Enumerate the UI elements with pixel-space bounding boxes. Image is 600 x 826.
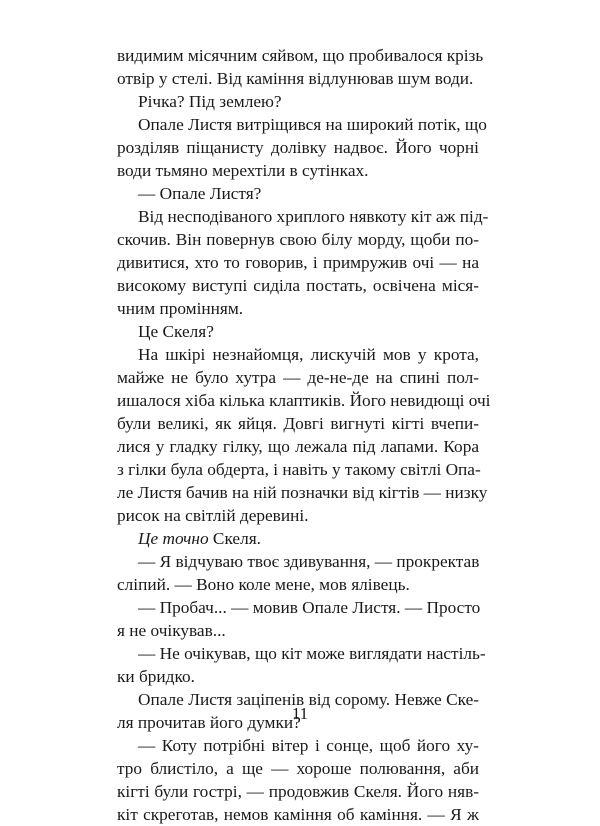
text-line-content: видимим місячним сяйвом, що пробивалося крізь bbox=[117, 46, 484, 65]
text-line-content: майже не було хутра — де-не-де на спині пол- bbox=[117, 368, 479, 387]
text-line bbox=[117, 527, 479, 550]
text-line bbox=[117, 274, 479, 297]
text-line bbox=[117, 803, 479, 826]
text-line-content: Від несподіваного хриплого нявкоту кіт аж під- bbox=[138, 207, 489, 226]
text-line-content: високому виступі сиділа постать, освічена міся- bbox=[117, 276, 479, 295]
text-line bbox=[117, 665, 479, 688]
text-line bbox=[117, 90, 479, 113]
text-line bbox=[117, 481, 488, 504]
text-line bbox=[117, 780, 479, 803]
text-line-content: з гілки була обдерта, і навіть у такому світлі Опа- bbox=[117, 460, 481, 479]
text-line bbox=[117, 596, 479, 619]
text-line-content: ле Листя бачив на ній позначки від кігтів — низку bbox=[117, 483, 488, 502]
page-number: 11 bbox=[291, 704, 309, 723]
text-line-content: дивитися, хто то говорив, і примружив очі — на bbox=[117, 253, 479, 272]
text-line bbox=[117, 619, 479, 642]
text-line-content: скочив. Він повернув свою білу морду, щоби по- bbox=[117, 230, 479, 249]
text-line-content: сліпий. — Воно коле мене, мов ялівець. bbox=[117, 575, 410, 594]
text-line bbox=[117, 297, 479, 320]
text-line bbox=[117, 228, 479, 251]
text-line bbox=[117, 113, 487, 136]
text-line-content: ки бридко. bbox=[117, 667, 195, 686]
text-line bbox=[117, 136, 479, 159]
text-line bbox=[117, 251, 479, 274]
text-line bbox=[117, 642, 486, 665]
text-line bbox=[117, 389, 491, 412]
text-line bbox=[117, 343, 479, 366]
text-line bbox=[117, 757, 479, 780]
text-line-content: — Коту потрібні вітер і сонце, щоб його ху- bbox=[138, 736, 479, 755]
text-line-content: води тьмяно мерехтіли в сутінках. bbox=[117, 161, 369, 180]
text-line-content: — Пробач... — мовив Опале Листя. — Просто bbox=[138, 598, 481, 617]
text-line-content: чним промінням. bbox=[117, 299, 244, 318]
text-line-content: рисок на світлій деревині. bbox=[117, 506, 309, 525]
text-line bbox=[117, 550, 479, 573]
text-line bbox=[117, 159, 479, 182]
text-line-content: — Я відчуваю твоє здивування, — прокректав bbox=[138, 552, 480, 571]
text-line-content: тро блистіло, а ще — хороше полювання, аби bbox=[117, 759, 479, 778]
text-line-content: — Опале Листя? bbox=[138, 184, 262, 203]
text-line bbox=[117, 458, 479, 481]
text-line-content: розділяв піщанисту долівку надвоє. Його чорні bbox=[117, 138, 479, 157]
text-line-content: лися у гладку гілку, що лежала під лапами. Кора bbox=[117, 437, 479, 456]
text-line bbox=[117, 435, 479, 458]
text-line-content: Річка? Під землею? bbox=[138, 92, 282, 111]
text-line-content: На шкірі незнайомця, лискучій мов у крота, bbox=[138, 345, 479, 364]
text-line-content: ишалося хіба кілька клаптиків. Його невидющі очі bbox=[117, 391, 491, 410]
text-line-content: Опале Листя витріщився на широкий потік, що bbox=[138, 115, 487, 134]
text-line-content: були великі, як яйця. Довгі вигнуті кігті вчепи- bbox=[117, 414, 479, 433]
text-line-content: отвір у стелі. Від каміння відлунював шум води. bbox=[117, 69, 474, 88]
text-line-content: Скеля. bbox=[208, 529, 261, 548]
text-line bbox=[117, 320, 479, 343]
text-line bbox=[117, 44, 484, 67]
text-line-content: я не очікував... bbox=[117, 621, 226, 640]
text-line bbox=[117, 412, 479, 435]
text-line bbox=[117, 366, 479, 389]
text-line bbox=[117, 182, 479, 205]
text-line bbox=[117, 573, 479, 596]
text-line-content: Опале Листя заціпенів від сорому. Невже Ске- bbox=[138, 690, 479, 709]
text-line-content: кігті були гострі, — продовжив Скеля. Його няв- bbox=[117, 782, 479, 801]
text-line bbox=[117, 67, 479, 90]
italic-emphasis: Це точно bbox=[138, 529, 209, 548]
text-line-content: кіт скреготав, немов каміння об каміння. — Я ж bbox=[117, 805, 479, 824]
text-line-content: ля прочитав його думки? bbox=[117, 713, 301, 732]
text-line bbox=[117, 734, 479, 757]
text-line bbox=[117, 504, 479, 527]
text-line bbox=[117, 205, 489, 228]
text-line-content: — Не очікував, що кіт може виглядати настіль- bbox=[138, 644, 486, 663]
text-line-content: Це Скеля? bbox=[138, 322, 214, 341]
